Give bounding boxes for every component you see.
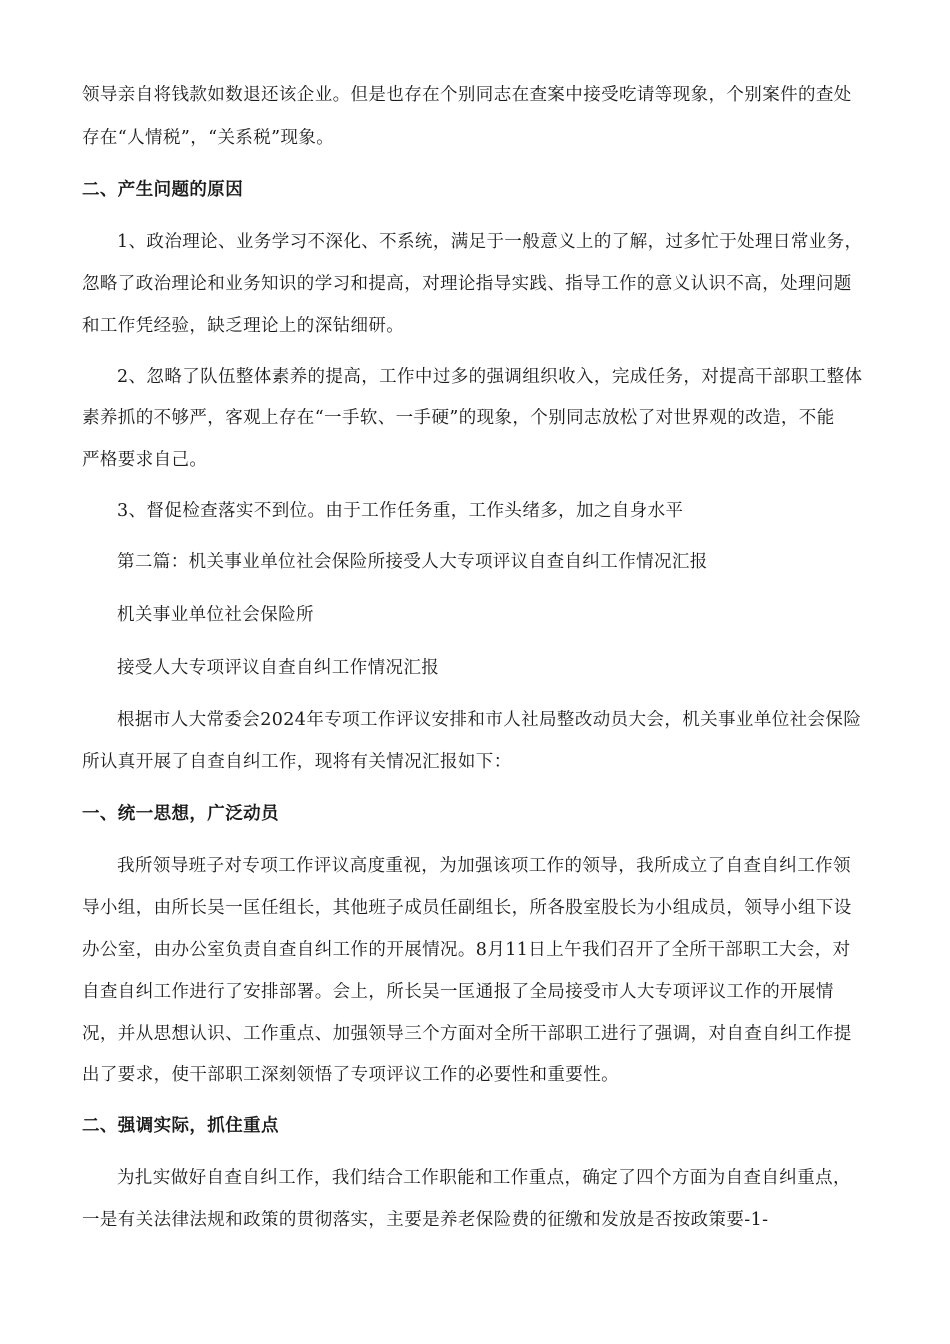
paragraph-line: 2、忽略了队伍整体素养的提高，工作中过多的强调组织收入，完成任务，对提高干部职工整体	[117, 367, 863, 387]
paragraph-line: 领导亲自将钱款如数退还该企业。但是也存在个别同志在查案中接受吃请等现象，个别案件的查处	[82, 85, 852, 105]
section-title: 第二篇：机关事业单位社会保险所接受人大专项评议自查自纠工作情况汇报	[117, 552, 708, 572]
paragraph-line: 出了要求，使干部职工深刻领悟了专项评议工作的必要性和重要性。	[82, 1065, 619, 1085]
section-heading: 一、统一思想，广泛动员	[82, 804, 279, 824]
paragraph-line: 我所领导班子对专项工作评议高度重视，为加强该项工作的领导，我所成立了自查自纠工作领	[117, 856, 851, 876]
organization-name: 机关事业单位社会保险所	[117, 605, 314, 625]
paragraph-line: 一是有关法律法规和政策的贯彻落实，主要是养老保险费的征缴和发放是否按政策要-1-	[82, 1210, 769, 1230]
paragraph-line: 存在“人情税”，“关系税”现象。	[82, 128, 335, 148]
report-title: 接受人大专项评议自查自纠工作情况汇报	[117, 658, 440, 678]
paragraph-line: 严格要求自己。	[82, 450, 208, 470]
paragraph-line: 忽略了政治理论和业务知识的学习和提高，对理论指导实践、指导工作的意义认识不高，处理问题	[82, 274, 852, 294]
section-heading: 二、强调实际，抓住重点	[82, 1116, 279, 1136]
paragraph-line: 1、政治理论、业务学习不深化、不系统，满足于一般意义上的了解，过多忙于处理日常业务，	[117, 232, 863, 252]
paragraph-line: 素养抓的不够严，客观上存在“一手软、一手硬”的现象，个别同志放松了对世界观的改造，不能	[82, 408, 835, 428]
paragraph-line: 导小组，由所长吴一匡任组长，其他班子成员任副组长，所各股室股长为小组成员，领导小组下设	[82, 898, 852, 918]
paragraph-line: 为扎实做好自查自纠工作，我们结合工作职能和工作重点，确定了四个方面为自查自纠重点，	[117, 1168, 851, 1188]
paragraph-line: 和工作凭经验，缺乏理论上的深钻细研。	[82, 316, 405, 336]
paragraph-line: 所认真开展了自查自纠工作，现将有关情况汇报如下：	[82, 752, 512, 772]
paragraph-line: 3、督促检查落实不到位。由于工作任务重，工作头绪多，加之自身水平	[117, 501, 684, 521]
section-heading: 二、产生问题的原因	[82, 180, 244, 200]
paragraph-line: 办公室，由办公室负责自查自纠工作的开展情况。8月11日上午我们召开了全所干部职工大会，对	[82, 940, 851, 960]
paragraph-line: 自查自纠工作进行了安排部署。会上，所长吴一匡通报了全局接受市人大专项评议工作的开展情	[82, 982, 834, 1002]
paragraph-line: 根据市人大常委会2024年专项工作评议安排和市人社局整改动员大会，机关事业单位社会保险	[117, 710, 862, 730]
paragraph-line: 况，并从思想认识、工作重点、加强领导三个方面对全所干部职工进行了强调，对自查自纠工作提	[82, 1024, 852, 1044]
